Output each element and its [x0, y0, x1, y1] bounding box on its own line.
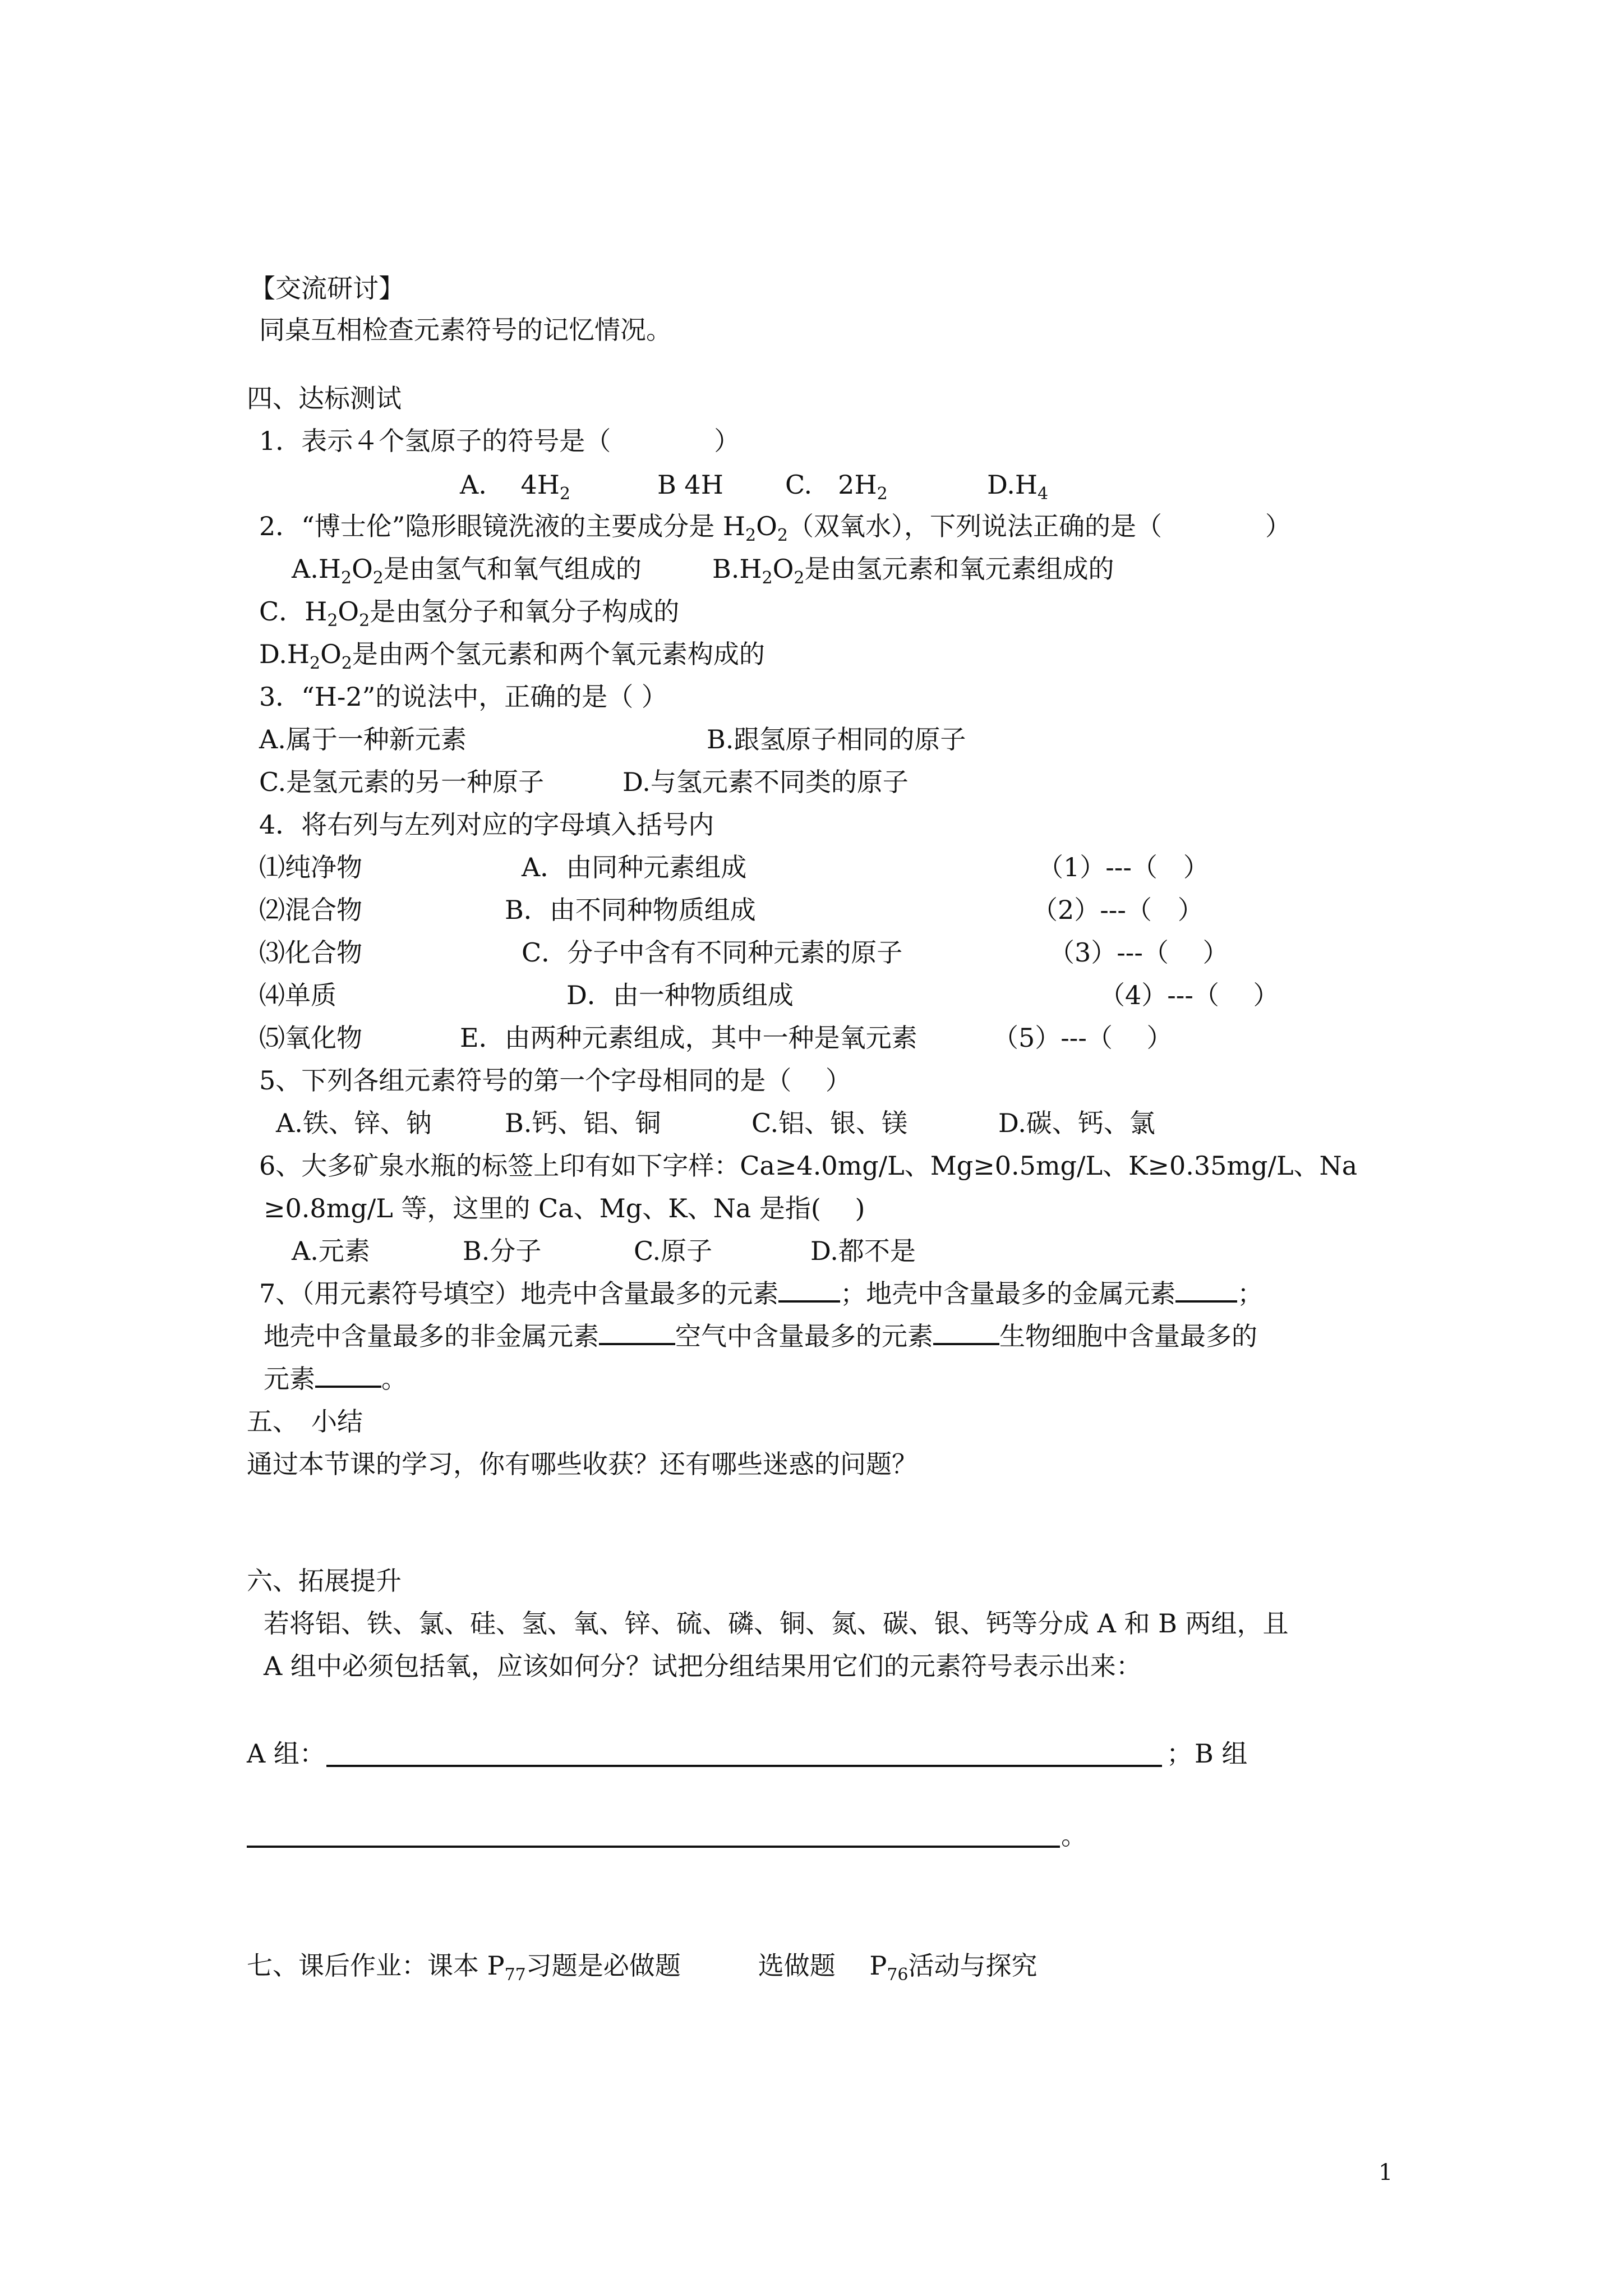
- q4-right-5: （5）---（ ）: [993, 1023, 1173, 1053]
- q4-right-3: （3）---（ ）: [1049, 937, 1229, 968]
- section-6-line-1: 若将铝、铁、氯、硅、氢、氧、锌、硫、磷、铜、氮、碳、银、钙等分成 A 和 B 两组，且: [264, 1608, 1289, 1639]
- q1-option-b: B 4H: [657, 470, 723, 500]
- q7-blank-5[interactable]: [315, 1363, 381, 1388]
- group-a-label: A 组：: [247, 1738, 325, 1769]
- q3-option-c: C.是氢元素的另一种原子: [259, 767, 545, 797]
- q3-option-b: B.跟氢原子相同的原子: [707, 724, 966, 754]
- q4-mid-3: C．分子中含有不同种元素的原子: [522, 937, 903, 968]
- q2-option-c: C．$H_2O_2$是由氢分子和氧分子构成的: [259, 596, 680, 631]
- exchange-text: 同桌互相检查元素符号的记忆情况。: [259, 315, 672, 345]
- q4-mid-5: E．由两种元素组成，其中一种是氧元素: [460, 1023, 917, 1053]
- q5-option-d: D.碳、钙、氯: [998, 1108, 1155, 1138]
- q4-left-1: ⑴纯净物: [259, 852, 362, 882]
- q6-option-c: C.原子: [634, 1236, 713, 1266]
- group-separator: ；: [1166, 1738, 1192, 1769]
- q4-mid-1: A．由同种元素组成: [522, 852, 747, 882]
- q6-line-1: 6、大多矿泉水瓶的标签上印有如下字样：Ca≥4.0mg/L、Mg≥0.5mg/L、K≥0.35mg/L、Na: [259, 1151, 1358, 1181]
- section-5-text: 通过本节课的学习，你有哪些收获？还有哪些迷惑的问题？: [247, 1449, 917, 1479]
- section-6-line-2: A 组中必须包括氧，应该如何分？试把分组结果用它们的元素符号表示出来：: [264, 1651, 1142, 1681]
- group-b-label: B 组: [1195, 1738, 1248, 1769]
- group-b-answer-line[interactable]: [247, 1846, 1060, 1848]
- page-number: 1: [1378, 2160, 1393, 2185]
- q1-option-c: C. $2H_2$: [785, 470, 888, 504]
- q4-right-4: （4）---（ ）: [1099, 980, 1279, 1010]
- q4-right-1: （1）---（ ）: [1038, 852, 1209, 882]
- q4-stem: 4．将右列与左列对应的字母填入括号内: [259, 809, 714, 840]
- section-7-homework: 七、课后作业：课本 $P_{77}$习题是必做题 选做题 $P_{76}$活动与探究: [247, 1950, 1038, 1985]
- q6-line-2: ≥0.8mg/L 等，这里的 Ca、Mg、K、Na 是指( ): [264, 1193, 865, 1223]
- q6-option-d: D.都不是: [810, 1236, 916, 1266]
- q5-option-c: C.铝、银、镁: [751, 1108, 908, 1138]
- q4-left-2: ⑵混合物: [259, 895, 362, 925]
- group-a-answer-line[interactable]: [326, 1765, 1162, 1767]
- section-4-heading: 四、达标测试: [247, 383, 402, 413]
- q7-blank-1[interactable]: [778, 1278, 840, 1303]
- q1-option-d: $D.H_4$: [987, 470, 1049, 504]
- q2-stem: 2．“博士伦”隐形眼镜洗液的主要成分是 $H_2O_2$（双氧水），下列说法正确的是（ ）: [259, 511, 1291, 545]
- q4-right-2: （2）---（ ）: [1032, 895, 1204, 925]
- q4-left-3: ⑶化合物: [259, 937, 362, 968]
- q1-stem: 1．表示４个氢原子的符号是（ ）: [259, 426, 740, 456]
- q4-mid-4: D．由一种物质组成: [566, 980, 794, 1010]
- q7-line-3: 元素 。: [264, 1364, 407, 1394]
- q4-mid-2: B．由不同种物质组成: [505, 895, 756, 925]
- q4-left-5: ⑸氧化物: [259, 1023, 362, 1053]
- q4-left-4: ⑷单质: [259, 980, 336, 1010]
- section-6-heading: 六、拓展提升: [247, 1566, 402, 1596]
- q7-blank-4[interactable]: [933, 1320, 999, 1345]
- q5-option-a: A.铁、锌、钠: [276, 1108, 432, 1138]
- q7-blank-2[interactable]: [1175, 1278, 1237, 1303]
- q2-option-d: $D.H_2O_2$是由两个氢元素和两个氧元素构成的: [259, 639, 765, 673]
- q3-option-d: D.与氢元素不同类的原子: [623, 767, 909, 797]
- q3-stem: 3．“H-2”的说法中，正确的是（ ）: [259, 682, 667, 712]
- q7-line-2: 地壳中含量最多的非金属元素 空气中含量最多的元素 生物细胞中含量最多的: [264, 1321, 1257, 1351]
- exchange-heading: 【交流研讨】: [250, 273, 404, 303]
- q2-option-a: $A.H_2O_2$是由氢气和氧气组成的: [292, 554, 642, 588]
- q6-option-b: B.分子: [463, 1236, 542, 1266]
- q5-option-b: B.钙、铝、铜: [505, 1108, 661, 1138]
- group-b-end: 。: [1061, 1820, 1087, 1851]
- q5-stem: 5、下列各组元素符号的第一个字母相同的是（ ）: [259, 1065, 851, 1096]
- q2-option-b: $B.H_2O_2$是由氢元素和氧元素组成的: [712, 554, 1114, 588]
- q7-blank-3[interactable]: [599, 1320, 675, 1345]
- q1-option-a: A. $4H_2$: [460, 470, 570, 504]
- q7-line-1: 7、（用元素符号填空）地壳中含量最多的元素 ；地壳中含量最多的金属元素 ；: [259, 1278, 1264, 1309]
- q6-option-a: A.元素: [292, 1236, 370, 1266]
- q3-option-a: A.属于一种新元素: [259, 724, 467, 754]
- section-5-heading: 五、 小结: [247, 1406, 363, 1437]
